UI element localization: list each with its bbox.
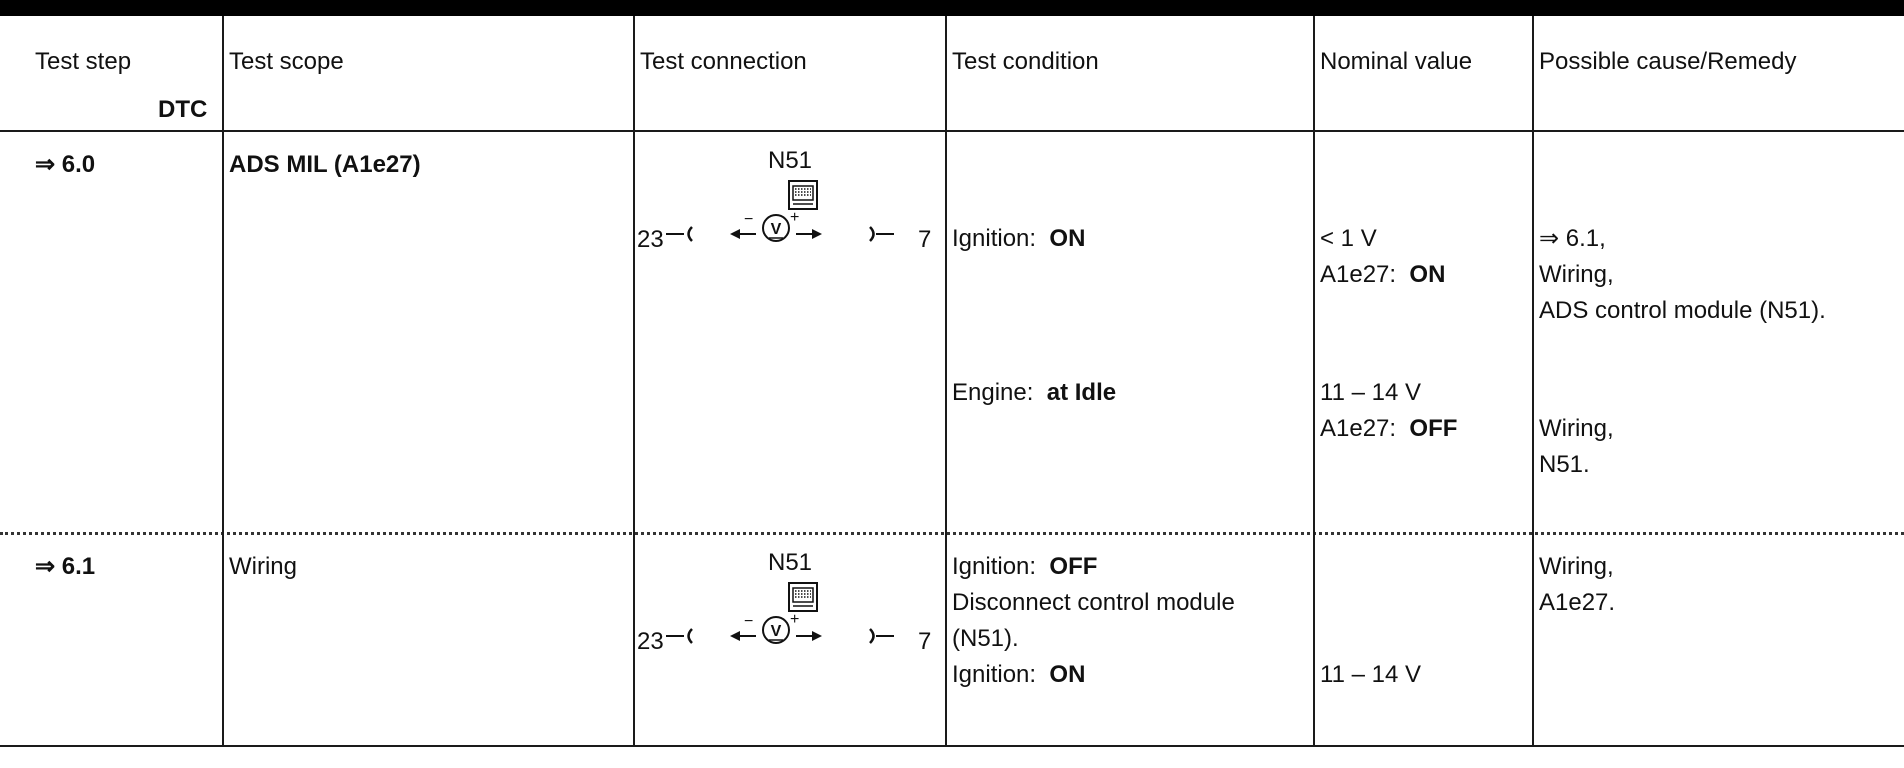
voltmeter-icon xyxy=(728,200,824,248)
svg-text:+: + xyxy=(790,209,800,226)
header-divider xyxy=(0,130,1904,132)
table-bottom-border xyxy=(0,745,1904,747)
header-test-step: Test step xyxy=(35,48,132,75)
remedy-line: ADS control module (N51). xyxy=(1539,297,1826,324)
condition-line: (N51). xyxy=(952,625,1019,652)
nominal-value: 11 – 14 V xyxy=(1320,661,1421,688)
header-dtc: DTC xyxy=(158,96,208,123)
header-nominal-value: Nominal value xyxy=(1320,48,1473,75)
col-divider-3 xyxy=(945,16,947,746)
row-divider xyxy=(0,532,1904,535)
col-divider-2 xyxy=(633,16,635,746)
condition-line: Ignition: ON xyxy=(952,661,1086,688)
top-border-bar xyxy=(0,0,1904,16)
nominal-status: A1e27: ON xyxy=(1320,261,1446,288)
remedy-line: Wiring, xyxy=(1539,261,1614,288)
nominal-value: 11 – 14 V xyxy=(1320,379,1421,406)
right-pin-number: 7 xyxy=(918,226,932,253)
probe-lead-right xyxy=(868,213,898,243)
svg-text:+: + xyxy=(790,611,800,628)
module-label: N51 xyxy=(768,147,813,174)
probe-lead-left xyxy=(666,213,696,243)
left-pin-number: 23 xyxy=(637,226,664,253)
voltmeter-icon xyxy=(728,602,824,650)
condition-line: Disconnect control module xyxy=(952,589,1235,616)
condition-line: Ignition: OFF xyxy=(952,553,1098,580)
condition-line: Engine: at Idle xyxy=(952,379,1117,406)
header-possible-cause: Possible cause/Remedy xyxy=(1539,48,1797,75)
remedy-line: Wiring, xyxy=(1539,415,1614,442)
col-divider-5 xyxy=(1532,16,1534,746)
header-test-connection: Test connection xyxy=(640,48,807,75)
col-divider-1 xyxy=(222,16,224,746)
probe-lead-left xyxy=(666,615,696,645)
test-scope: Wiring xyxy=(229,553,298,580)
svg-text:−: − xyxy=(744,613,754,630)
module-label: N51 xyxy=(768,549,813,576)
test-step: ⇒ 6.1 xyxy=(35,553,96,580)
remedy-line: Wiring, xyxy=(1539,553,1614,580)
meter-letter: V xyxy=(770,221,782,238)
test-step: ⇒ 6.0 xyxy=(35,151,96,178)
right-pin-number: 7 xyxy=(918,628,932,655)
condition-line: Ignition: ON xyxy=(952,225,1086,252)
header-test-condition: Test condition xyxy=(952,48,1099,75)
left-pin-number: 23 xyxy=(637,628,664,655)
test-scope: ADS MIL (A1e27) xyxy=(229,151,421,178)
col-divider-4 xyxy=(1313,16,1315,746)
nominal-status: A1e27: OFF xyxy=(1320,415,1458,442)
nominal-value: < 1 V xyxy=(1320,225,1377,252)
svg-text:−: − xyxy=(744,211,754,228)
remedy-line: ⇒ 6.1, xyxy=(1539,225,1606,252)
remedy-line: N51. xyxy=(1539,451,1590,478)
probe-lead-right xyxy=(868,615,898,645)
remedy-line: A1e27. xyxy=(1539,589,1616,616)
meter-letter: V xyxy=(770,623,782,640)
header-test-scope: Test scope xyxy=(229,48,344,75)
